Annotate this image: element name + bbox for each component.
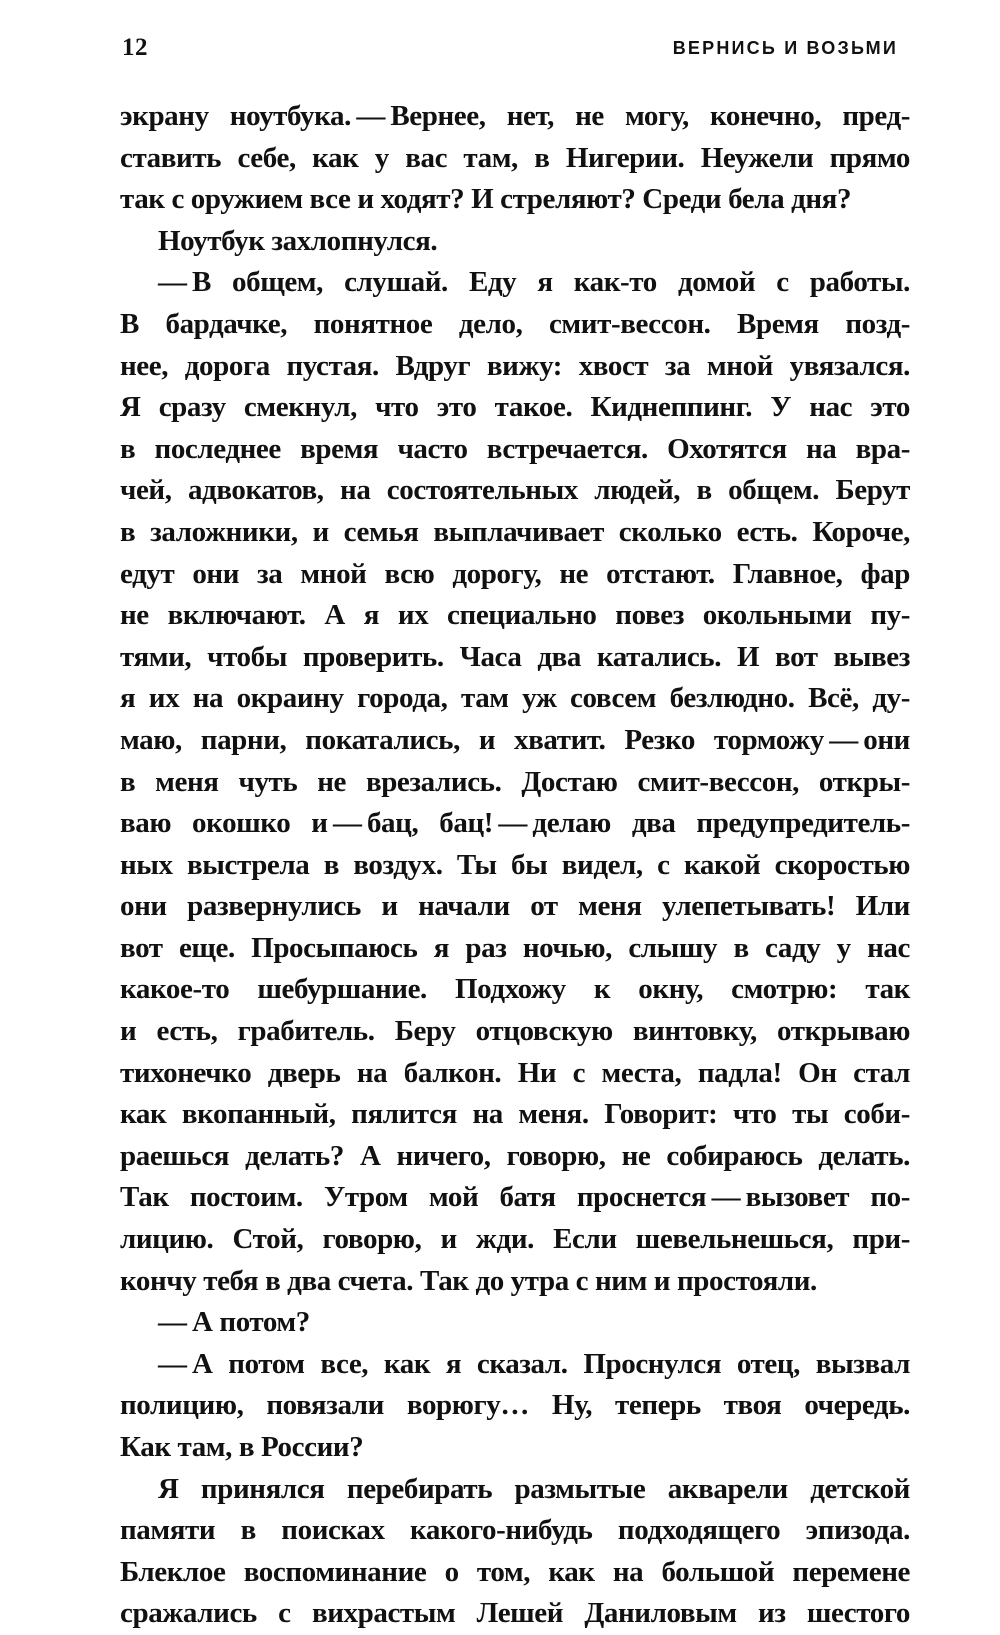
text-line: лицию. Стой, говорю, и жди. Если шевельнешься, при- [120,1223,910,1256]
text-line: какое-то шебуршание. Подхожу к окну, смотрю: так [120,973,910,1006]
text-line: — В общем, слушай. Еду я как-то домой с работы. [158,266,910,299]
text-line: ставить себе, как у вас там, в Нигерии. Неужели прямо [120,141,910,174]
text-line: они развернулись и начали от меня улепетывать! Или [120,890,910,923]
text-line: едут они за мной всю дорогу, не отстают. Главное, фар [120,557,910,590]
text-line: не включают. А я их специально повез окольными пу- [120,599,910,632]
text-line: и есть, грабитель. Беру отцовскую винтовку, открываю [120,1015,910,1048]
text-line: памяти в поисках какого-нибудь подходящего эпизода. [120,1514,910,1547]
text-line: Ноутбук захлопнулся. [158,224,438,257]
text-line: нее, дорога пустая. Вдруг вижу: хвост за мной увязался. [120,349,910,382]
text-line: ваю окошко и — бац, бац! — делаю два предупредитель- [120,807,910,840]
text-line: в последнее время часто встречается. Охотятся на вра- [120,432,910,465]
text-line: полицию, повязали ворюгу… Ну, теперь твоя очередь. [120,1389,910,1422]
text-line: маю, парни, покатались, и хватит. Резко торможу — они [120,723,910,756]
text-line: в заложники, и семья выплачивает сколько есть. Короче, [120,515,910,548]
text-line: сражались с вихрастым Лешей Даниловым из шестого [120,1597,910,1630]
text-line: В бардачке, понятное дело, смит-вессон. Время позд- [120,307,910,340]
page-number: 12 [122,34,148,61]
text-line: Я принялся перебирать размытые акварели детской [158,1472,910,1505]
text-line: как вкопанный, пялится на меня. Говорит: что ты соби- [120,1098,910,1131]
text-line: — А потом все, как я сказал. Проснулся отец, вызвал [158,1347,910,1380]
text-line: раешься делать? А ничего, говорю, не собираюсь делать. [120,1139,910,1172]
body-text [120,96,910,1635]
text-line: тями, чтобы проверить. Часа два катались. И вот вывез [120,640,910,673]
text-line: Блеклое воспоминание о том, как на большой перемене [120,1555,910,1588]
text-line: Я сразу смекнул, что это такое. Киднеппинг. У нас это [120,391,910,424]
text-line: в меня чуть не врезались. Достаю смит-вессон, откры- [120,765,910,798]
text-line: ных выстрела в воздух. Ты бы видел, с какой скоростью [120,848,910,881]
text-line: вот еще. Просыпаюсь я раз ночью, слышу в саду у нас [120,931,910,964]
text-line: Как там, в России? [120,1431,364,1463]
text-line: экрану ноутбука. — Вернее, нет, не могу, конечно, пред- [120,100,910,132]
text-line: тихонечко дверь на балкон. Ни с места, падла! Он стал [120,1056,910,1089]
text-line: Так постоим. Утром мой батя проснется — вызовет по- [120,1181,910,1214]
text-line: я их на окраину города, там уж совсем безлюдно. Всё, ду- [120,682,910,715]
page-header [122,34,898,68]
running-head: ВЕРНИСЬ И ВОЗЬМИ [672,38,898,58]
text-line: чей, адвокатов, на состоятельных людей, в общем. Берут [120,474,910,507]
text-line: кончу тебя в два счета. Так до утра с ним и простояли. [120,1264,817,1297]
text-line: так с оружием все и ходят? И стреляют? Среди бела дня? [120,183,852,216]
text-line: — А потом? [158,1306,310,1339]
